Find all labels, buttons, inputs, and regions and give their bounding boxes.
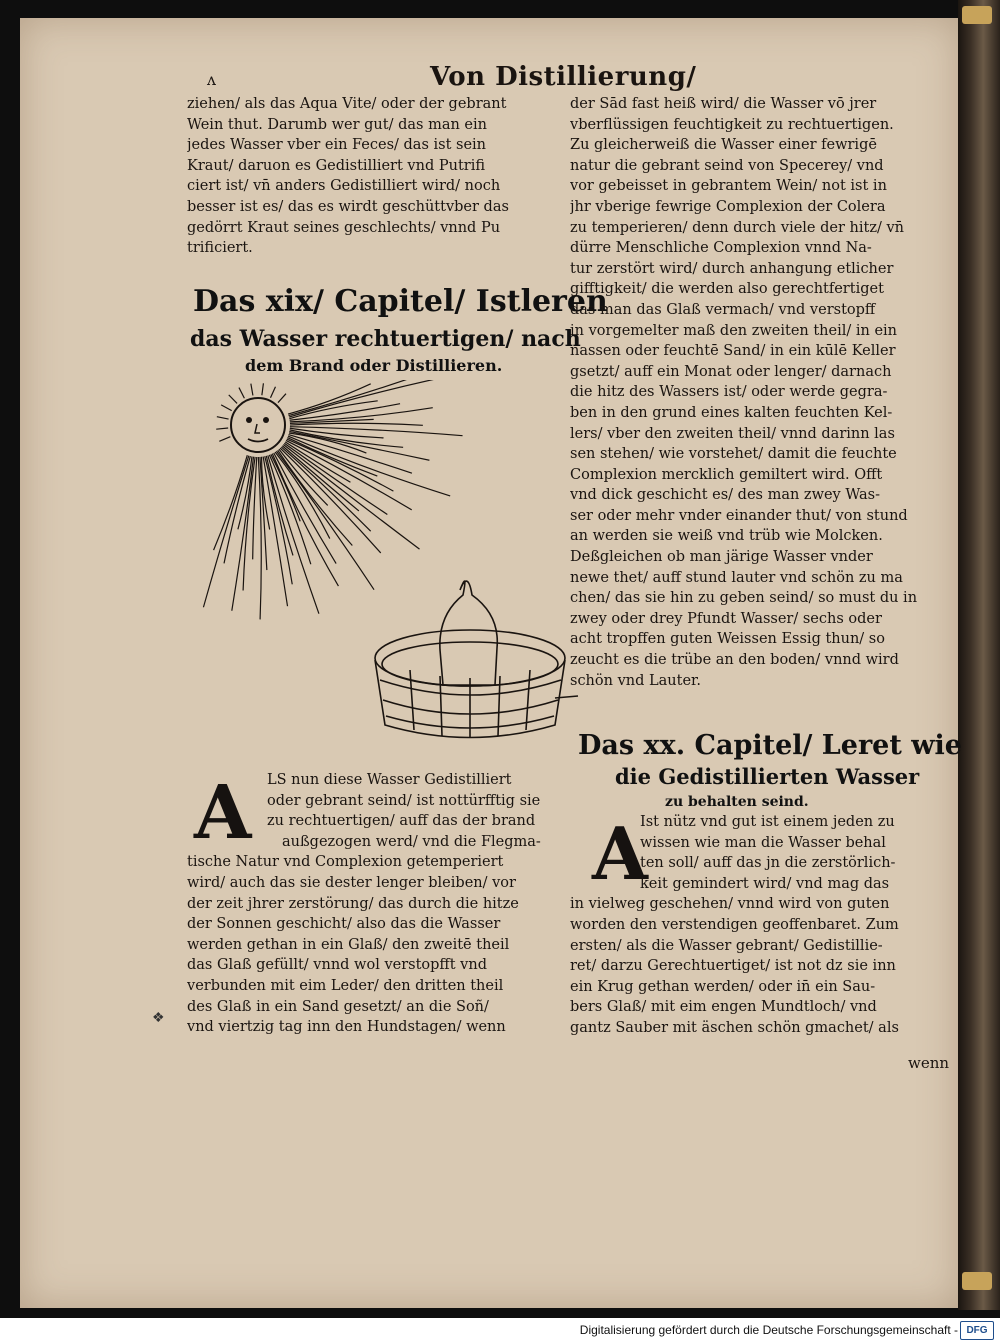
text-line: schön vnd Lauter. <box>570 672 701 689</box>
text-line: keit gemindert wird/ vnd mag das <box>640 875 890 892</box>
text-line: lers/ vber den zweiten theil/ vnnd darinn las <box>570 425 895 442</box>
sun-ray <box>278 394 286 403</box>
text-line: ben in den grund eines kalten feuchten Kel- <box>570 404 893 421</box>
text-line: vnd viertzig tag inn den Hundstagen/ wenn <box>187 1019 506 1036</box>
text-line: an werden sie weiß vnd trüb wie Molcken. <box>570 528 883 545</box>
text-line: das Glaß gefüllt/ vnnd wol verstopfft vnd <box>187 957 487 974</box>
chapter-19-title-line1: Das xix/ Capitel/ Istleren <box>193 284 608 319</box>
sun-ray <box>288 436 450 496</box>
sun-ray <box>289 380 455 417</box>
text-line: tur zerstört wird/ durch anhangung etlicher <box>570 260 894 277</box>
running-header: Von Distillierung/ <box>430 62 697 92</box>
book-edge <box>958 0 1000 1310</box>
text-line: vnd dick geschicht es/ des man zwey Was- <box>570 487 880 504</box>
decorated-initial-right: A <box>592 811 648 896</box>
sun-ray <box>283 445 419 550</box>
left-column-bottom <box>187 770 577 1038</box>
text-line: vberflüssigen feuchtigkeit zu rechtuertigen. <box>570 116 894 133</box>
text-line: verbunden mit eim Leder/ den dritten theil <box>187 977 504 994</box>
text-line: gifftigkeit/ die werden also gerechtfertiget <box>570 281 884 298</box>
dfg-logo: DFG <box>960 1321 994 1340</box>
text-line: das man das Glaß vermach/ vnd verstopff <box>570 301 876 318</box>
sun-ray <box>290 430 404 447</box>
text-line: jhr vberige fewrige Complexion der Colera <box>570 198 886 215</box>
chapter-19-title-line3: dem Brand oder Distillieren. <box>245 356 503 375</box>
edge-band-bottom <box>962 1272 992 1290</box>
text-line: zu rechtuertigen/ auff das der brand <box>267 813 536 830</box>
text-line: die hitz des Wassers ist/ oder werde gegra- <box>570 384 888 401</box>
text-line: in vorgemelter maß den zweiten theil/ in ein <box>570 322 898 339</box>
text-line: LS nun diese Wasser Gedistilliert <box>267 772 512 788</box>
text-line: ser oder mehr vnder einander thut/ von stund <box>570 507 908 524</box>
text-line: der zeit jhrer zerstörung/ das durch die hitze <box>187 895 519 912</box>
text-line: Ist nütz vnd gut ist einem jeden zu <box>640 814 895 830</box>
sun-ray <box>216 428 228 429</box>
sun-ray <box>251 384 253 396</box>
sun-ray <box>239 388 244 399</box>
sun-ray <box>217 417 229 419</box>
sun-ray <box>286 440 412 509</box>
chapter-19-title-line2: das Wasser rechtuertigen/ nach <box>190 326 581 352</box>
text-line: ret/ darzu Gerechtuertiget/ ist not dz sie inn <box>570 958 896 975</box>
margin-mark: ❖ <box>152 1010 165 1026</box>
text-line: gantz Sauber mit äschen schön gmachet/ als <box>570 1019 899 1036</box>
woodcut-sun-and-vessel-illustration <box>200 380 590 750</box>
page-mark: ʌ <box>207 70 217 89</box>
text-line: außgezogen werd/ vnd die Flegma- <box>282 833 541 850</box>
sun-ray <box>270 387 275 398</box>
chapter-20-title-line2: die Gedistillierten Wasser <box>615 764 920 789</box>
text-line: worden den verstendigen geoffenbaret. Zum <box>570 916 899 933</box>
text-line: zwey oder drey Pfundt Wasser/ sechs oder <box>570 610 882 627</box>
text-line: gsetzt/ auff ein Monat oder lenger/ darnach <box>570 363 892 380</box>
sun-ray <box>262 383 264 395</box>
text-line: trificiert. <box>187 240 253 257</box>
text-line: acht tropffen guten Weissen Essig thun/ so <box>570 631 885 648</box>
text-line: besser ist es/ das es wirdt geschüttvber das <box>187 198 509 215</box>
sun-ray <box>287 439 394 491</box>
text-line: werden gethan in ein Glaß/ den zweitē theil <box>187 936 510 953</box>
text-line: natur die gebrant seind von Specerey/ vnd <box>570 157 884 174</box>
left-column-top <box>187 94 572 259</box>
text-line: in vielweg geschehen/ vnnd wird von guten <box>570 896 890 913</box>
text-line: oder gebrant seind/ ist nottürfftig sie <box>267 792 541 809</box>
digitization-footer <box>0 1318 1000 1343</box>
water-tub-with-flask-illustration <box>375 581 578 738</box>
text-line: Kraut/ daruon es Gedistilliert vnd Putrifi <box>187 157 486 174</box>
text-line: dürre Menschliche Complexion vnnd Na- <box>570 240 872 257</box>
text-line: bers Glaß/ mit eim engen Mundtloch/ vnd <box>570 999 877 1016</box>
sun-ray <box>219 437 230 442</box>
text-line: Zu gleicherweiß die Wasser einer fewrigē <box>570 137 877 154</box>
sun-face <box>231 398 285 452</box>
sun-ray <box>288 384 371 414</box>
text-line: jedes Wasser vber ein Feces/ das ist sein <box>187 137 487 154</box>
text-line: des Glaß in ein Sand gesetzt/ an die Soñ/ <box>187 998 489 1015</box>
sun-ray <box>290 423 423 425</box>
chapter-20-title-line3: zu behalten seind. <box>665 794 809 810</box>
sun-ray <box>203 456 248 608</box>
edge-band-top <box>962 6 992 24</box>
text-line: newe thet/ auff stund lauter vnd schön zu ma <box>570 569 903 586</box>
right-column-bottom <box>570 812 960 1039</box>
text-line: gedörrt Kraut seines geschlechts/ vnnd Pu <box>187 219 501 236</box>
decorated-initial-left: A <box>194 770 252 856</box>
sun-ray <box>289 380 419 416</box>
text-line: chen/ das sie hin zu geben seind/ so must du in <box>570 590 918 607</box>
text-line: zu temperieren/ denn durch viele der hitz/ vn̄ <box>570 219 904 236</box>
catchword: wenn <box>908 1054 950 1072</box>
text-line: Wein thut. Darumb wer gut/ das man ein <box>187 116 487 133</box>
sun-ray <box>258 457 261 619</box>
sun-ray <box>229 395 237 404</box>
text-line: der Sonnen geschicht/ also das die Wasser <box>187 916 501 933</box>
chapter-20-title-line1: Das xx. Capitel/ Leret wie <box>578 730 962 761</box>
text-line: tische Natur vnd Complexion getemperiert <box>187 854 504 871</box>
text-line: ciert ist/ vn̄ anders Gedistilliert wird/ noch <box>187 178 501 195</box>
text-line: sen stehen/ wie vorstehet/ damit die feuchte <box>570 446 897 463</box>
right-column-top <box>570 94 960 691</box>
sun-ray <box>290 427 463 436</box>
footer-credit-text: Digitalisierung gefördert durch die Deutsche Forschungsgemeinschaft - <box>579 1323 958 1337</box>
text-line: ersten/ als die Wasser gebrant/ Gedistillie- <box>570 937 883 954</box>
text-line: vor gebeisset in gebrantem Wein/ not ist in <box>570 178 887 195</box>
text-line: wissen wie man die Wasser behal <box>640 834 886 851</box>
text-line: ein Krug gethan werden/ oder in̄ ein Sau- <box>570 978 876 995</box>
text-line: Complexion mercklich gemiltert wird. Offt <box>570 466 883 483</box>
text-line: ziehen/ als das Aqua Vite/ oder der gebrant <box>187 96 507 112</box>
text-line: der Sād fast heiß wird/ die Wasser vō jrer <box>570 96 877 112</box>
text-line: wird/ auch das sie dester lenger bleiben/ vor <box>187 874 516 891</box>
text-line: ten soll/ auff das jn die zerstörlich- <box>640 855 896 872</box>
text-line: Deßgleichen ob man järige Wasser vnder <box>570 549 873 566</box>
sun-ray <box>221 405 232 411</box>
text-line: zeucht es die trübe an den boden/ vnnd wird <box>570 652 899 669</box>
text-line: nassen oder feuchtē Sand/ in ein kūlē Keller <box>570 343 896 360</box>
